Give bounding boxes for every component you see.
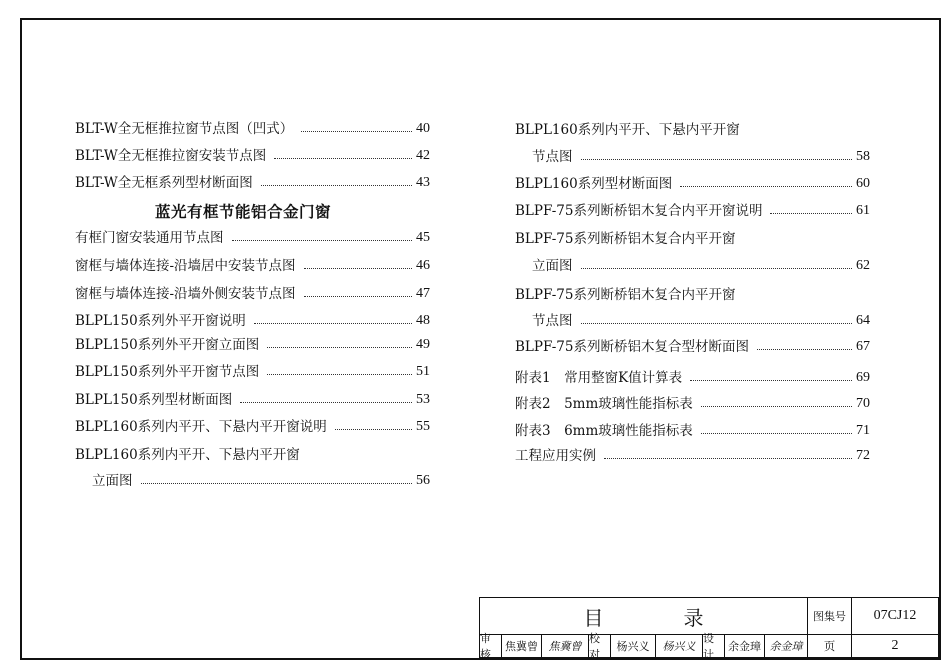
check-signature: 杨兴义 [656,635,703,657]
review-label: 审核 [480,635,502,657]
toc-entry-title: 有框门窗安装通用节点图 [75,230,224,246]
atlas-number: 07CJ12 [852,598,938,635]
toc-entry-page: 61 [856,203,870,218]
dot-leader [770,213,852,214]
toc-entry[interactable] [75,142,430,164]
toc-entry[interactable] [515,364,870,386]
toc-entry-title: 附表3 6mm玻璃性能指标表 [515,423,693,439]
toc-entry[interactable] [515,197,870,219]
atlas-number-label: 图集号 [808,598,852,635]
toc-entry-page: 71 [856,423,870,438]
dot-leader [274,158,412,159]
toc-entry-title: BLPL150系列外平开窗说明 [75,313,246,329]
toc-entry-page: 40 [416,121,430,136]
toc-entry[interactable] [75,413,430,435]
dot-leader [757,349,852,350]
toc-entry[interactable] [75,331,430,353]
toc-entry-page: 72 [856,448,870,463]
dot-leader [304,296,412,297]
toc-entry-page: 70 [856,396,870,411]
toc-entry-page: 62 [856,258,870,273]
toc-entry-title-line[interactable]: BLPF-75系列断桥铝木复合内平开窗 [515,231,736,247]
toc-entry[interactable] [532,252,870,274]
dot-leader [304,268,412,269]
dot-leader [240,402,412,403]
toc-entry[interactable] [75,386,430,408]
dot-leader [581,268,853,269]
toc-entry-page: 69 [856,370,870,385]
page-label: 页 [808,635,852,657]
check-name: 杨兴义 [611,635,656,657]
section-heading: 蓝光有框节能铝合金门窗 [155,203,332,221]
toc-entry[interactable] [515,442,870,464]
toc-entry[interactable] [75,252,430,274]
title-char-2: 录 [683,605,704,630]
toc-entry-title: BLPF-75系列断桥铝木复合内平开窗说明 [515,203,763,219]
toc-entry[interactable] [75,307,430,329]
dot-leader [581,159,853,160]
toc-entry-page: 49 [416,337,430,352]
design-label: 设计 [703,635,725,657]
toc-entry[interactable] [532,143,870,165]
dot-leader [267,347,412,348]
design-name: 余金璋 [725,635,765,657]
toc-entry-title-line[interactable]: BLPL160系列内平开、下悬内平开窗 [515,122,740,138]
toc-entry[interactable] [75,115,430,137]
toc-entry-title: 窗框与墙体连接-沿墙外侧安装节点图 [75,286,296,302]
dot-leader [581,323,853,324]
review-name: 焦冀曾 [502,635,542,657]
toc-entry-title: BLT-W全无框推拉窗节点图（凹式） [75,121,294,137]
toc-entry-page: 64 [856,313,870,328]
toc-entry-page: 55 [416,419,430,434]
toc-entry[interactable] [515,417,870,439]
toc-entry-title: BLPL160系列型材断面图 [515,176,673,192]
toc-entry[interactable] [75,358,430,380]
dot-leader [701,433,852,434]
toc-entry[interactable] [515,390,870,412]
toc-entry-title: BLPF-75系列断桥铝木复合型材断面图 [515,339,749,355]
review-signature: 焦冀曾 [542,635,589,657]
toc-entry[interactable] [532,307,870,329]
title-char-1: 目 [583,605,604,630]
dot-leader [254,323,412,324]
toc-entry-page: 46 [416,258,430,273]
toc-entry-title: BLPL150系列型材断面图 [75,392,233,408]
toc-entry[interactable] [92,467,430,489]
toc-entry-title: 立面图 [92,473,133,489]
dot-leader [690,380,852,381]
toc-entry-title: BLT-W全无框推拉窗安装节点图 [75,148,267,164]
dot-leader [335,429,412,430]
toc-entry-page: 58 [856,149,870,164]
toc-entry-page: 47 [416,286,430,301]
toc-entry-title: 工程应用实例 [515,448,596,464]
toc-entry-title: 窗框与墙体连接-沿墙居中安装节点图 [75,258,296,274]
toc-entry[interactable] [515,170,870,192]
title-block [479,597,939,661]
dot-leader [232,240,413,241]
dot-leader [261,185,412,186]
toc-entry-title: 附表1 常用整窗K值计算表 [515,370,683,386]
toc-entry[interactable] [75,169,430,191]
toc-entry-page: 53 [416,392,430,407]
design-signature: 余金璋 [765,635,808,657]
toc-entry-page: 51 [416,364,430,379]
dot-leader [301,131,412,132]
toc-entry-title: BLPL150系列外平开窗节点图 [75,364,260,380]
toc-entry-title-line[interactable]: BLPL160系列内平开、下悬内平开窗 [75,447,300,463]
dot-leader [604,458,852,459]
page-number: 2 [891,638,899,653]
dot-leader [680,186,852,187]
toc-entry-page: 42 [416,148,430,163]
dot-leader [141,483,413,484]
toc-entry-title: 节点图 [532,149,573,165]
toc-entry-page: 45 [416,230,430,245]
toc-entry-title: BLT-W全无框系列型材断面图 [75,175,253,191]
toc-entry-page: 43 [416,175,430,190]
toc-entry[interactable] [515,333,870,355]
toc-entry-page: 56 [416,473,430,488]
toc-entry-page: 67 [856,339,870,354]
title-block-title [480,598,808,635]
toc-entry[interactable] [75,280,430,302]
toc-entry-title: 附表2 5mm玻璃性能指标表 [515,396,693,412]
toc-entry-title: BLPL160系列内平开、下悬内平开窗说明 [75,419,327,435]
toc-entry-page: 48 [416,313,430,328]
toc-entry-title: 节点图 [532,313,573,329]
toc-entry-title: 立面图 [532,258,573,274]
toc-entry-title-line[interactable]: BLPF-75系列断桥铝木复合内平开窗 [515,287,736,303]
dot-leader [701,406,852,407]
check-label: 校对 [589,635,611,657]
dot-leader [267,374,412,375]
toc-entry-page: 60 [856,176,870,191]
toc-entry[interactable] [75,224,430,246]
toc-entry-title: BLPL150系列外平开窗立面图 [75,337,260,353]
